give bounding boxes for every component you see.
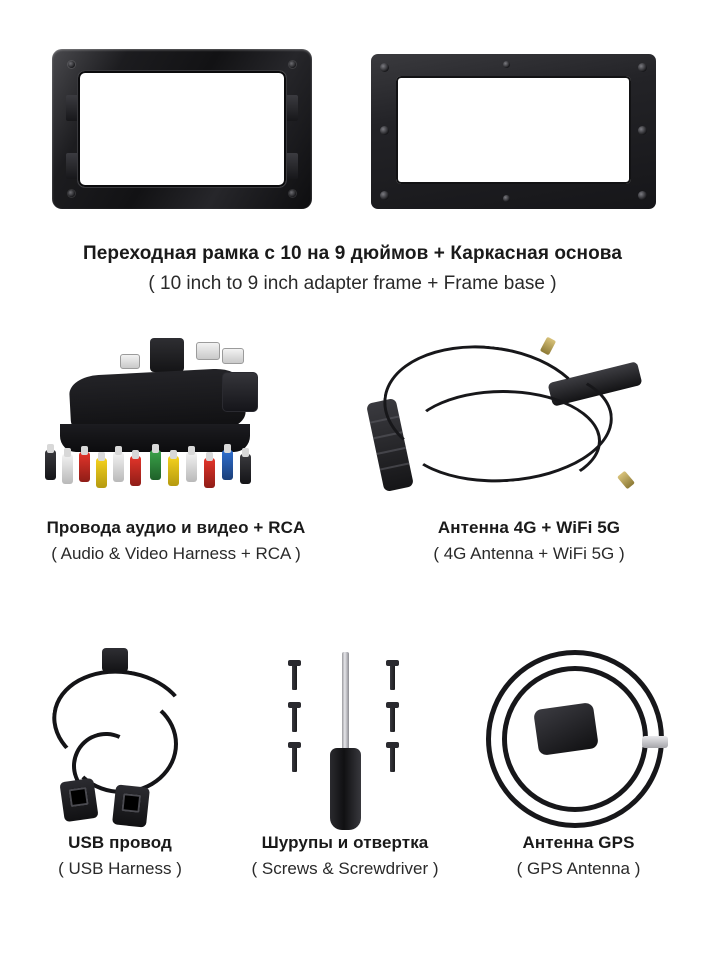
screw-icon bbox=[292, 746, 297, 772]
rca-connector-white-icon bbox=[186, 452, 197, 482]
screw-hole-icon bbox=[68, 190, 75, 197]
screw-icon bbox=[292, 664, 297, 690]
usb-image bbox=[10, 640, 230, 830]
harness-plug-icon bbox=[222, 348, 244, 364]
screw-hole-icon bbox=[638, 63, 647, 72]
usb-female-port-icon bbox=[59, 778, 98, 822]
caption-harness-en: ( Audio & Video Harness + RCA ) bbox=[51, 544, 301, 564]
caption-gps-en: ( GPS Antenna ) bbox=[516, 859, 641, 879]
caption-usb bbox=[10, 832, 230, 881]
screws-image bbox=[230, 640, 460, 830]
caption-gps bbox=[462, 832, 695, 881]
section-usb-screws-gps bbox=[0, 640, 705, 940]
screw-hole-icon bbox=[503, 61, 510, 68]
rca-connector-red-icon bbox=[79, 452, 90, 482]
harness-black-plug-icon bbox=[222, 372, 258, 412]
caption-usb-en: ( USB Harness ) bbox=[58, 859, 182, 879]
frame-tab-icon bbox=[284, 153, 298, 179]
rca-connector-yellow-icon bbox=[96, 458, 107, 488]
item-harness bbox=[0, 332, 352, 602]
caption-frames-en: ( 10 inch to 9 inch adapter frame + Frame base ) bbox=[148, 272, 557, 294]
antenna-4g-image bbox=[353, 332, 705, 517]
screw-icon bbox=[292, 706, 297, 732]
rca-connector-red-icon bbox=[130, 456, 141, 486]
frame-tab-icon bbox=[66, 95, 80, 121]
usb-plug-icon bbox=[102, 648, 128, 672]
section-harness-antenna bbox=[0, 332, 705, 602]
screw-hole-icon bbox=[503, 195, 510, 202]
frame-tab-icon bbox=[284, 95, 298, 121]
usb-female-port-icon bbox=[112, 784, 150, 827]
harness-plug-icon bbox=[196, 342, 220, 360]
screw-icon bbox=[390, 706, 395, 732]
screwdriver-shaft-icon bbox=[342, 652, 349, 752]
caption-antenna-4g bbox=[353, 517, 705, 566]
caption-antenna-4g-en: ( 4G Antenna + WiFi 5G ) bbox=[433, 544, 625, 564]
gps-connector-icon bbox=[642, 736, 668, 748]
antenna-cable-icon bbox=[405, 390, 601, 492]
rca-connector-black-icon bbox=[45, 450, 56, 480]
frame-tab-icon bbox=[66, 153, 80, 179]
gps-receiver-icon bbox=[533, 702, 599, 756]
adapter-frame-image bbox=[52, 49, 312, 209]
screw-hole-icon bbox=[380, 126, 389, 135]
screw-hole-icon bbox=[380, 191, 389, 200]
screw-icon bbox=[390, 664, 395, 690]
frame-base-image bbox=[371, 54, 656, 209]
screw-icon bbox=[390, 746, 395, 772]
harness-plug-icon bbox=[120, 354, 140, 369]
caption-screws-ru: Шурупы и отвертка bbox=[261, 833, 429, 852]
item-gps-antenna bbox=[462, 640, 695, 940]
harness-image bbox=[0, 332, 352, 517]
caption-harness bbox=[0, 517, 352, 566]
item-usb-harness bbox=[10, 640, 230, 940]
item-screws-screwdriver bbox=[230, 640, 460, 940]
caption-harness-ru: Провода аудио и видео + RCA bbox=[46, 518, 306, 537]
caption-screws-en: ( Screws & Screwdriver ) bbox=[251, 859, 439, 879]
caption-usb-ru: USB провод bbox=[68, 833, 172, 852]
rca-connector-green-icon bbox=[150, 450, 161, 480]
caption-gps-ru: Антенна GPS bbox=[522, 833, 635, 852]
rca-connector-blue-icon bbox=[222, 450, 233, 480]
frames-image-group bbox=[0, 22, 705, 202]
section-frames bbox=[0, 22, 705, 322]
caption-screws bbox=[230, 832, 460, 881]
rca-connector-white-icon bbox=[62, 454, 73, 484]
screw-hole-icon bbox=[638, 191, 647, 200]
screwdriver-handle-icon bbox=[330, 748, 361, 830]
screw-hole-icon bbox=[638, 126, 647, 135]
caption-frames bbox=[0, 242, 705, 296]
rca-connector-red-icon bbox=[204, 458, 215, 488]
antenna-connector-icon bbox=[540, 337, 556, 356]
screw-hole-icon bbox=[380, 63, 389, 72]
rca-connector-black-icon bbox=[240, 454, 251, 484]
screw-hole-icon bbox=[289, 190, 296, 197]
antenna-connector-icon bbox=[617, 471, 635, 490]
screw-hole-icon bbox=[68, 61, 75, 68]
caption-antenna-4g-ru: Антенна 4G + WiFi 5G bbox=[437, 518, 621, 537]
harness-connector-icon bbox=[150, 338, 184, 372]
rca-connector-yellow-icon bbox=[168, 456, 179, 486]
caption-frames-ru: Переходная рамка с 10 на 9 дюймов + Каркасная основа bbox=[82, 243, 623, 264]
gps-image bbox=[462, 640, 695, 830]
item-antenna-4g bbox=[353, 332, 705, 602]
rca-connector-white-icon bbox=[113, 452, 124, 482]
screw-hole-icon bbox=[289, 61, 296, 68]
